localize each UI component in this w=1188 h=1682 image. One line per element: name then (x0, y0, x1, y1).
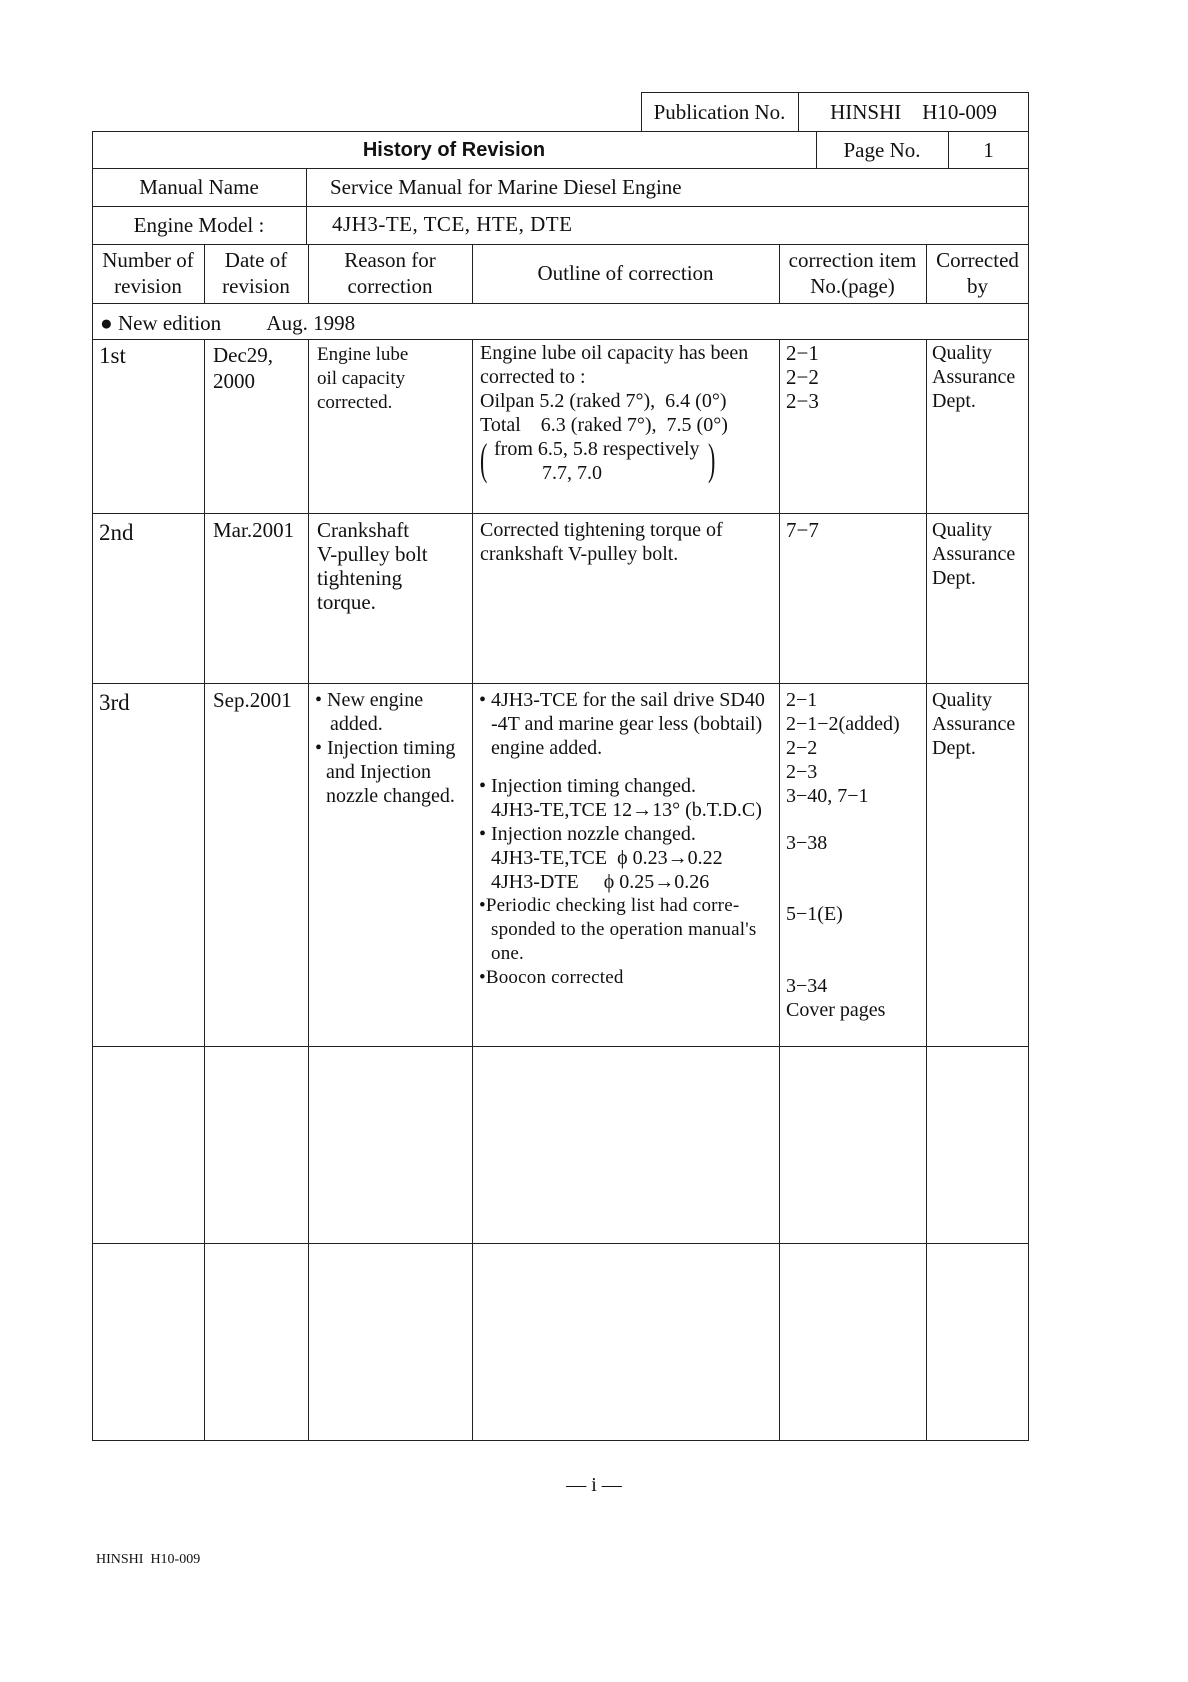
outline-line: • Injection nozzle changed. (479, 823, 696, 845)
revision-3-outline (479, 688, 777, 990)
col-date-line: revision (222, 273, 290, 298)
item-line: 2−3 (786, 761, 818, 783)
bracket-left-icon: ( (480, 435, 488, 484)
bracket-note (480, 437, 776, 485)
publication-number: HINSHI H10-009 (830, 100, 997, 124)
by-line: Dept. (932, 567, 976, 589)
page-number-label: Page No. (843, 137, 921, 162)
item-line: 5−1(E) (786, 903, 843, 925)
engine-model-value: 4JH3-TE, TCE, HTE, DTE (332, 212, 573, 236)
outline-line: 4JH3-TE,TCE 12→13° (b.T.D.C) (491, 799, 762, 821)
reason-line: nozzle changed. (326, 785, 455, 807)
col-number-line: revision (114, 273, 182, 298)
reason-line: added. (330, 713, 383, 735)
date-line: 2000 (213, 368, 255, 393)
row-line (92, 683, 1029, 684)
outline-line: 4JH3-DTE ϕ 0.25→0.26 (491, 871, 710, 893)
revision-3-items (786, 688, 926, 1022)
revision-3-reason (315, 688, 471, 808)
outline-line: Oilpan 5.2 (raked 7°), 6.4 (0°) (480, 390, 727, 412)
outline-line: sponded to the operation manual's (491, 919, 757, 940)
reason-line: and Injection (326, 761, 431, 783)
row-line (92, 339, 1029, 340)
col-divider (926, 339, 927, 1441)
col-corrected-by (926, 244, 1029, 303)
item-line: 2−2 (786, 365, 819, 389)
reason-line: • New engine (315, 689, 424, 711)
reason-line: Crankshaft (317, 518, 410, 542)
outline-line: •Boocon corrected (479, 967, 624, 988)
col-outline-of-correction: Outline of correction (537, 260, 714, 285)
by-line: Assurance (932, 713, 1016, 735)
col-divider (204, 339, 205, 1441)
spacer (479, 760, 777, 774)
outline-line: -4T and marine gear less (bobtail) (491, 713, 763, 735)
col-reason-line: correction (347, 273, 433, 298)
reason-line: • Injection timing (315, 737, 456, 759)
outline-line: 4JH3-TE,TCE ϕ 0.23→0.22 (491, 847, 723, 869)
document-code: HINSHI H10-009 (96, 1552, 201, 1567)
by-line: Quality (932, 342, 992, 364)
by-line: Assurance (932, 543, 1016, 565)
engine-model-label: Engine Model : (133, 213, 265, 237)
outline-line: engine added. (491, 737, 603, 759)
item-line: Cover pages (786, 999, 886, 1021)
item-line: 2−1−2(added) (786, 713, 900, 735)
item-line: 3−38 (786, 832, 828, 854)
bracket-right-icon: ) (708, 435, 716, 484)
spacer (786, 808, 926, 831)
item-line: 2−2 (786, 737, 818, 759)
page-marker: — i — (566, 1474, 622, 1496)
col-number-of-revision (92, 244, 204, 303)
manual-name-label: Manual Name (139, 175, 259, 199)
col-date-of-revision (204, 244, 308, 303)
reason-line: oil capacity (317, 368, 406, 389)
reason-line: torque. (317, 590, 376, 614)
col-item-line: correction item (788, 248, 917, 272)
new-edition-row (100, 310, 500, 336)
spacer (786, 855, 926, 902)
row-line (92, 513, 1029, 514)
new-edition-date: Aug. 1998 (266, 311, 356, 335)
reason-line: V-pulley bolt (317, 542, 428, 566)
col-divider (308, 339, 309, 1441)
outline-line: Total 6.3 (raked 7°), 7.5 (0°) (480, 414, 728, 436)
publication-label: Publication No. (653, 100, 786, 124)
col-reason-for-correction (308, 244, 472, 303)
by-line: Dept. (932, 390, 976, 412)
reason-line: Engine lube (317, 344, 409, 365)
revision-2-corrected-by (932, 518, 1027, 590)
col-divider (472, 339, 473, 1441)
outline-line: 7.7, 7.0 (542, 462, 602, 484)
col-divider (779, 244, 780, 303)
revision-2-number: 2nd (99, 520, 134, 545)
col-by-line: by (967, 273, 988, 298)
item-line: 2−3 (786, 389, 819, 413)
reason-line: corrected. (317, 392, 393, 413)
col-correction-item (779, 244, 926, 303)
col-reason-line: Reason for (344, 248, 436, 272)
revision-1-items (786, 341, 924, 413)
item-line: 7−7 (786, 518, 819, 542)
item-line: 3−40, 7−1 (786, 785, 869, 807)
date-line: Dec29, (213, 343, 274, 367)
revision-1-number: 1st (99, 343, 126, 368)
outline-line: corrected to : (480, 366, 586, 388)
manual-name-value: Service Manual for Marine Diesel Engine (330, 175, 682, 199)
revision-2-date (213, 518, 305, 544)
date-line: Sep.2001 (213, 688, 292, 712)
col-divider (926, 244, 927, 303)
revision-3-date (213, 688, 305, 714)
revision-1-corrected-by (932, 341, 1027, 413)
outline-line: crankshaft V-pulley bolt. (480, 543, 679, 565)
col-date-line: Date of (224, 248, 288, 272)
outline-line: • 4JH3-TCE for the sail drive SD40 (479, 689, 765, 711)
outline-line: Corrected tightening torque of (480, 519, 723, 541)
by-line: Quality (932, 689, 992, 711)
outline-line: • Injection timing changed. (479, 775, 696, 797)
col-divider (308, 244, 309, 303)
new-edition-label: New edition (117, 311, 222, 335)
outline-line: from 6.5, 5.8 respectively (494, 438, 700, 460)
by-line: Quality (932, 519, 992, 541)
revision-1-reason (317, 343, 469, 415)
col-divider (204, 244, 205, 303)
revision-2-reason (317, 518, 469, 614)
col-number-line: Number of (102, 248, 194, 272)
col-divider (779, 339, 780, 1441)
outline-line: Engine lube oil capacity has been (480, 342, 749, 364)
row-line (92, 1243, 1029, 1244)
by-line: Dept. (932, 737, 976, 759)
bullet-icon: ● (100, 311, 113, 335)
spacer (786, 926, 926, 974)
revision-1-outline (480, 341, 776, 485)
row-line (92, 1046, 1029, 1047)
revision-2-items (786, 518, 924, 544)
page-number-value: 1 (983, 137, 994, 162)
item-line: 2−1 (786, 341, 819, 365)
item-line: 2−1 (786, 689, 818, 711)
col-item-line: No.(page) (810, 273, 895, 298)
col-divider (472, 244, 473, 303)
revision-1-date (213, 343, 303, 394)
page-title: History of Revision (362, 138, 546, 161)
outline-line: one. (491, 943, 524, 964)
row-line (92, 303, 1029, 304)
col-by-line: Corrected (936, 248, 1019, 272)
outline-line: •Periodic checking list had corre- (479, 895, 740, 916)
by-line: Assurance (932, 366, 1016, 388)
reason-line: tightening (317, 566, 403, 590)
item-line: 3−34 (786, 975, 828, 997)
revision-3-corrected-by (932, 688, 1027, 760)
revision-2-outline (480, 518, 776, 566)
date-line: Mar.2001 (213, 518, 295, 542)
revision-3-number: 3rd (99, 690, 130, 715)
